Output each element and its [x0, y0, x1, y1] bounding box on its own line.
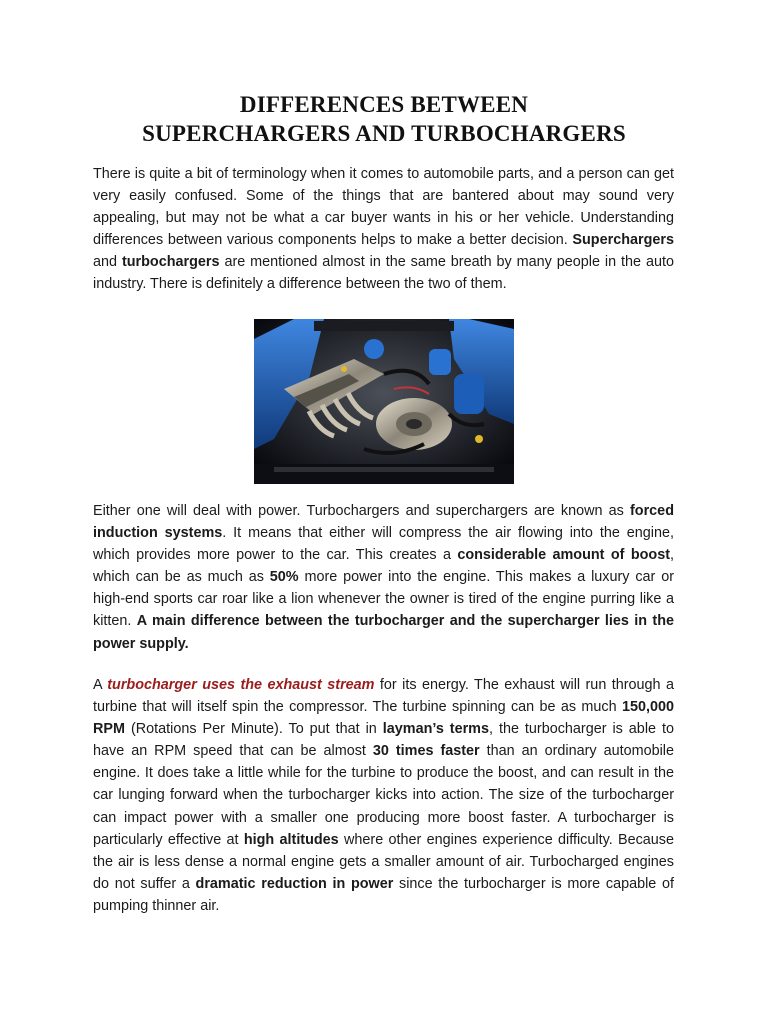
text-run: A [93, 677, 108, 693]
turbocharger-paragraph [93, 674, 674, 917]
text-run: , the turbocharger is able to have an RPM speed that can be almost [93, 721, 674, 760]
bold-dramatic-reduction: dramatic reduction in power [195, 875, 394, 892]
document-title [60, 90, 708, 148]
text-run: and [93, 254, 122, 271]
engine-photo [254, 319, 514, 484]
bold-thirty-times: 30 times faster [372, 743, 480, 760]
text-run: more power into the engine. This makes a luxury car or high-end sports car roar like a lion whenever the owner is tired of the engine purring like a kitten. [93, 569, 674, 630]
text-run: than an ordinary automobile engine. It does take a little while for the turbine to produce the boost, and can result in the car lunging forward when the turbocharger kicks into action. The size of the turbocharger can impact power with a smaller one producing more boost faster. A turbocharger is particularly effective at [93, 743, 674, 848]
text-run: since the turbocharger is more capable of pumping thinner air. [93, 875, 674, 914]
text-run: . It means that either will compress the air flowing into the engine, which provides more power to the car. This creates a [93, 525, 674, 564]
title-line-1: DIFFERENCES BETWEEN [239, 92, 529, 117]
forced-induction-paragraph [93, 500, 674, 655]
bold-superchargers: Superchargers [572, 232, 674, 249]
bold-turbochargers: turbochargers [121, 254, 220, 271]
text-run: where other engines experience difficulty. Because the air is less dense a normal engine gets a smaller amount of air. Turbocharged engines do not suffer a [93, 831, 674, 892]
engine-photo-icon [254, 319, 514, 484]
bold-fifty-percent: 50% [269, 569, 299, 586]
bold-rpm-value: 150,000 RPM [93, 699, 674, 738]
text-run: (Rotations Per Minute). To put that in [124, 721, 383, 738]
intro-paragraph [93, 163, 674, 296]
text-run: There is quite a bit of terminology when it comes to automobile parts, and a person can get very easily confused. Some of the things that are bantered about may sound very appealing, but may not be what a car buyer wants in his or her vehicle. Understanding differences between various components helps to make a better decision. [93, 166, 674, 249]
red-emphasis-exhaust: turbocharger uses the exhaust stream [107, 677, 375, 693]
text-run: for its energy. The exhaust will run through a turbine that will itself spin the compressor. The turbine spinning can be as much [93, 677, 674, 716]
bold-amount-of-boost: considerable amount of boost [457, 547, 670, 564]
bold-main-difference: A main difference between the turbocharger and the supercharger lies in the power supply. [93, 613, 674, 652]
bold-forced-induction: forced induction systems [93, 503, 674, 542]
text-run: , which can be as much as [93, 547, 674, 586]
title-line-2: SUPERCHARGERS AND TURBOCHARGERS [142, 121, 626, 146]
text-run: are mentioned almost in the same breath by many people in the auto industry. There is definitely a difference between the two of them. [93, 254, 674, 293]
bold-high-altitudes: high altitudes [243, 831, 339, 848]
bold-laymans-terms: layman’s terms [382, 721, 489, 738]
text-run: Either one will deal with power. Turbochargers and superchargers are known as [93, 503, 630, 519]
